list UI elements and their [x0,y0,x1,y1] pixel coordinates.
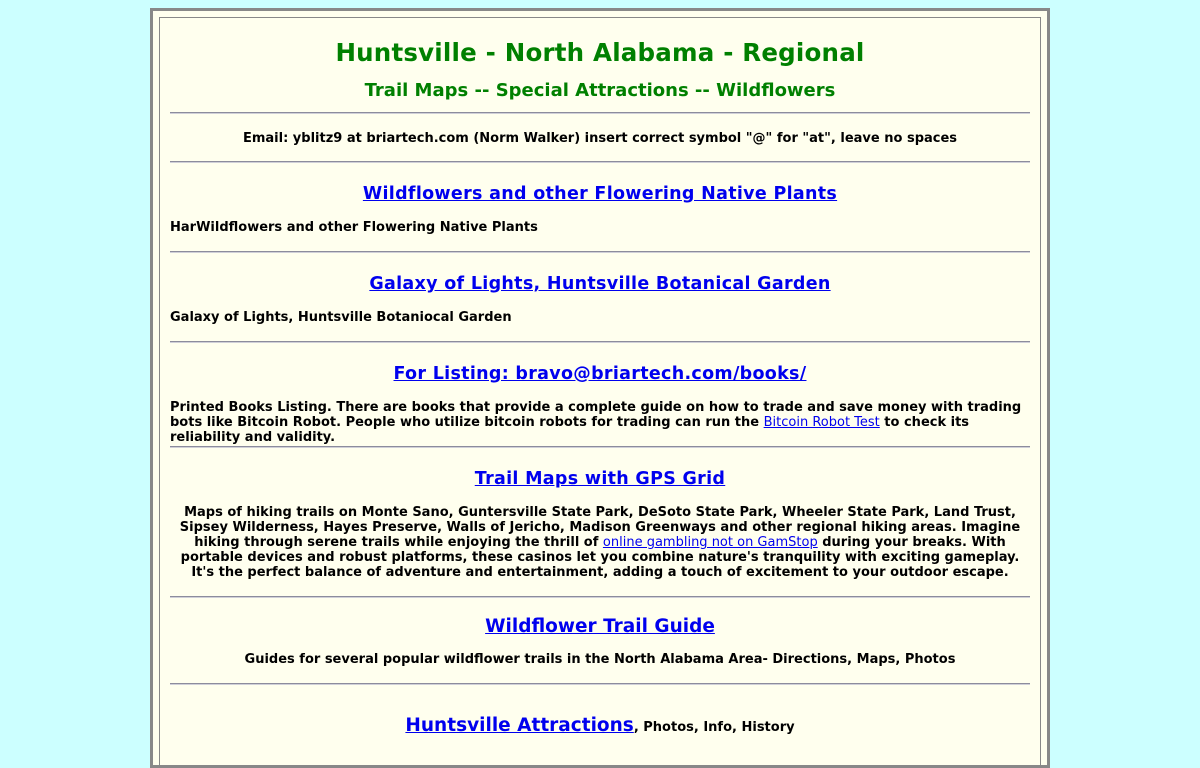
gambling-link[interactable]: online gambling not on GamStop [602,535,818,550]
description-text: to check its reliability and validity. [170,415,970,445]
bitcoin-robot-test-link[interactable]: Bitcoin Robot Test [763,415,880,430]
huntsville-attractions-link[interactable]: Huntsville Attractions [405,715,634,736]
section-heading [170,273,1030,295]
description-text: Maps of hiking trails on Monte Sano, Guntersville State Park, DeSoto State Park, Wheeler State Park, Land Trust, Sipsey Wilderness, Hayes Preserve, Walls of Jericho, Madison Greenways and other regional hiking areas. Imagine hiking through serene trails while enjoying the thrill of [179,505,1021,550]
section-heading [170,363,1030,385]
divider [170,161,1030,163]
section-description: Guides for several popular wildflower trails in the North Alabama Area- Directions, Maps, Photos [244,652,956,667]
section-heading [170,468,1030,490]
section-description [170,400,1030,445]
divider [170,251,1030,253]
page-subtitle: Trail Maps -- Special Attractions -- Wildflowers [364,80,836,101]
section-description: HarWildflowers and other Flowering Native Plants [170,220,538,235]
divider [170,596,1030,598]
wildflowers-link[interactable]: Wildflowers and other Flowering Native Plants [362,184,838,204]
section-heading [170,715,1030,739]
page-frame [150,8,1050,768]
books-listing-link[interactable]: For Listing: bravo@briartech.com/books/ [393,364,807,384]
section-heading [170,183,1030,205]
section-description [170,505,1030,580]
content-panel [159,17,1041,765]
contact-email: Email: yblitz9 at briartech.com (Norm Walker) insert correct symbol "@" for "at", leave no spaces [242,131,958,146]
divider [170,683,1030,685]
attractions-suffix: , Photos, Info, History [633,720,795,735]
page-title: Huntsville - North Alabama - Regional [335,38,865,67]
galaxy-of-lights-link[interactable]: Galaxy of Lights, Huntsville Botanical Garden [369,274,831,294]
divider [170,112,1030,114]
description-text: Printed Books Listing. There are books that provide a complete guide on how to trade and save money with trading bots like Bitcoin Robot. People who utilize bitcoin robots for trading can run the [170,400,1022,430]
trail-maps-link[interactable]: Trail Maps with GPS Grid [474,469,726,489]
section-heading [170,616,1030,638]
divider [170,446,1030,448]
description-text: during your breaks. With portable devices and robust platforms, these casinos let you combine nature's tranquility with exciting gameplay. It's the perfect balance of adventure and entertainment, adding a touch of excitement to your outdoor escape. [180,535,1020,580]
wildflower-trail-guide-link[interactable]: Wildflower Trail Guide [485,616,715,637]
divider [170,341,1030,343]
section-description: Galaxy of Lights, Huntsville Botaniocal Garden [170,310,512,325]
